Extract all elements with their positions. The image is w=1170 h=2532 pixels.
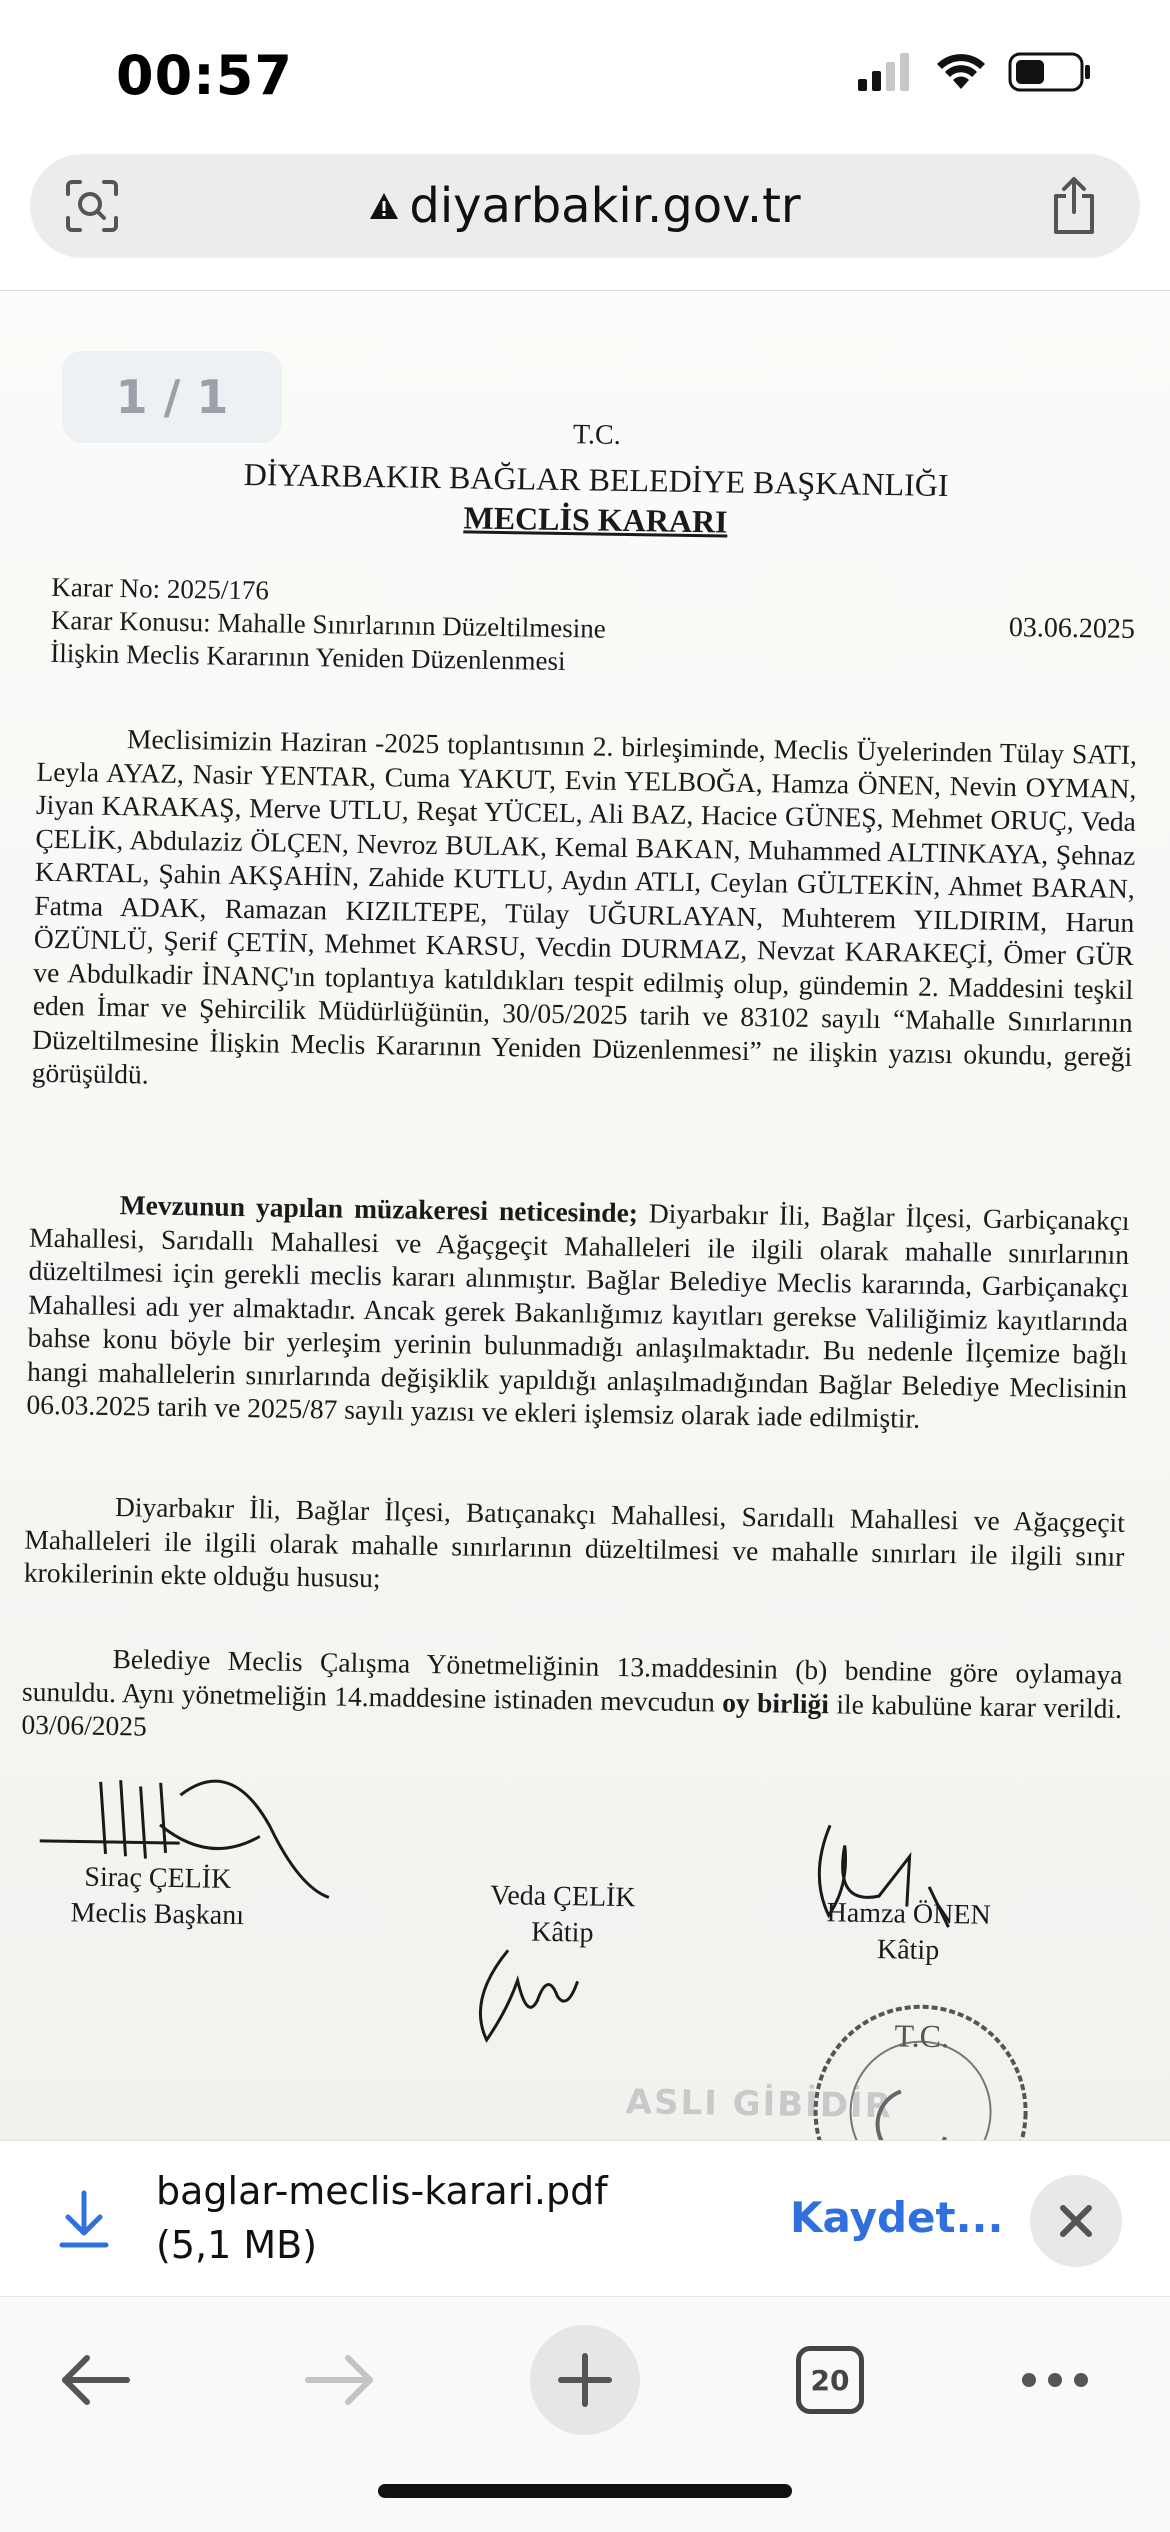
signatory-right-title: Kâtip — [876, 1934, 940, 1967]
decision-subject-line1: Karar Konusu: Mahalle Sınırlarının Düzeltilmesine — [50, 604, 606, 644]
doc-meta — [50, 571, 771, 681]
tabs-button[interactable] — [775, 2325, 885, 2435]
decision-subject-line2: İlişkin Meclis Kararının Yeniden Düzenlenmesi — [50, 637, 566, 677]
certified-copy-stamp: ASLI GİBİDİR — [625, 2082, 894, 2127]
battery-icon — [1008, 52, 1092, 92]
url-display[interactable] — [30, 154, 1140, 258]
plus-icon — [557, 2352, 613, 2408]
share-icon[interactable] — [1044, 176, 1104, 236]
decision-date: 03.06.2025 — [1008, 611, 1136, 645]
paragraph-neighborhoods: Diyarbakır İli, Bağlar İlçesi, Batıçanakçı Mahallesi, Sarıdallı Mahallesi ve Ağaçgeçit Mahalleleri ile ilgili olarak mahalle sınırlarının düzeltilmesi ve mahalle sınırları ile ilgili sınır krokilerinin ekte olduğu hususu; — [23, 1491, 1126, 1594]
address-bar[interactable] — [30, 154, 1140, 258]
pdf-viewer[interactable] — [0, 290, 1170, 2140]
back-arrow-icon — [59, 2352, 131, 2408]
signatory-left-name: Siraç ÇELİK — [84, 1861, 232, 1895]
paragraph-deliberation — [26, 1187, 1130, 1439]
document-page — [0, 291, 1170, 2140]
seal-text: T.C. — [894, 2017, 950, 2055]
signatory-left — [70, 1859, 245, 1934]
more-button[interactable] — [1000, 2325, 1110, 2435]
more-icon — [1019, 2370, 1091, 2390]
paragraph-deliberation-lead: Mevzunun yapılan müzakeresi neticesinde; — [119, 1189, 639, 1229]
signature-mid — [467, 1940, 589, 2052]
wifi-icon — [936, 53, 986, 91]
tabs-icon: 20 — [796, 2346, 864, 2414]
download-bar — [0, 2140, 1170, 2296]
signatory-right — [808, 1895, 1009, 1970]
forward-button[interactable] — [285, 2325, 395, 2435]
download-icon[interactable] — [56, 2187, 112, 2251]
decision-number: Karar No: 2025/176 — [51, 571, 270, 606]
document-content — [0, 290, 1170, 2140]
official-seal — [804, 1995, 1038, 2140]
download-file-size: (5,1 MB) — [156, 2223, 318, 2267]
paragraph-vote-bold: oy birliği — [722, 1686, 830, 1719]
signatory-right-name: Hamza ÖNEN — [826, 1897, 991, 1931]
paragraph-deliberation-body: Diyarbakır İli, Bağlar İlçesi, Garbiçanakçı Mahallesi, Sarıdallı Mahallesi ve Ağaçgeçit Mahalleleri ile ilgili olarak mahalle sınırlarının düzeltilmesi için gerekli meclis kararı alınmıştır. Bağlar Belediye Meclis kararında, Garbiçanakçı Mahallesi adı yer almaktadır. Ancak gerek Bakanlığımız kayıtları gerekse Valiliğimiz kayıtlarında bahse konu böyle bir yerleşim yerinin bulunmadığı anlaşılmaktadır. Bu nedenle İlçemize bağlı hangi mahallelerin sınırlarında değişiklik yapıldığı anlaşılmadığından Bağlar Belediye Meclisinin 06.03.2025 tarih ve 2025/87 sayılı yazısı ve ekleri işlemsiz olarak iade edilmiştir. — [26, 1197, 1130, 1434]
url-domain: diyarbakir.gov.tr — [409, 178, 801, 234]
forward-arrow-icon — [304, 2352, 376, 2408]
signal-icon — [858, 53, 914, 91]
status-bar — [0, 0, 1170, 150]
page-indicator: 1 / 1 — [62, 351, 282, 443]
download-file-name: baglar-meclis-karari.pdf — [156, 2169, 608, 2213]
close-download-button[interactable] — [1030, 2175, 1122, 2267]
back-button[interactable] — [40, 2325, 150, 2435]
warning-icon — [369, 192, 399, 220]
save-button[interactable]: Kaydet... — [790, 2193, 1004, 2242]
signatory-mid-title: Kâtip — [531, 1916, 594, 1949]
paragraph-vote-part1: Belediye Meclis Çalışma Yönetmeliğinin 13.maddesinin (b) bendine göre oylamaya sunuldu. Aynı yönetmeliğin 14.maddesine istinaden mevcudun — [21, 1643, 1123, 1718]
new-tab-button[interactable] — [530, 2325, 640, 2435]
paragraph-attendance: Meclisimizin Haziran -2025 toplantısının 2. birleşiminde, Meclis Üyelerinden Tülay SATI, Leyla AYAZ, Nasir YENTAR, Cuma YAKUT, Evin YELBOĞA, Hamza ÖNEN, Nevin OYMAN, Jiyan KARAKAŞ, Merve UTLU, Reşat YÜCEL, Ali BAZ, Hacice GÜNEŞ, Mehmet ORUÇ, Veda ÇELİK, Abdulaziz ÖLÇEN, Nevroz BULAK, Kemal BAKAN, Muhammed ALTINKAYA, Şehnaz KARTAL, Şahin AKŞAHİN, Zahide KUTLU, Aydın ATLI, Ceylan GÜLTEKİN, Ahmet BARAN, Fatma ADAK, Ramazan KIZILTEPE, Tülay UĞURLAYAN, Muhterem YILDIRIM, Harun ÖZÜNLÜ, Şerif ÇETİN, Mehmet KARSU, Vecdin DURMAZ, Nevzat KARAKEÇİ, Ömer GÜR ve Abdulkadir İNANÇ'ın toplantıya katıldıkları tespit edilmiş olup, gündemin 2. Maddesini teşkil eden İmar ve Şehircilik Müdürlüğünün, 30/05/2025 tarih ve 83102 sayılı “Mahalle Sınırlarının Düzeltilmesine İlişkin Meclis Kararının Yeniden Düzenlenmesi” ne ilişkin yazısı okundu, gereği görüşüldü. — [31, 723, 1138, 1090]
status-icons — [858, 52, 1092, 92]
status-time: 00:57 — [116, 44, 293, 107]
doc-header-tc: T.C. — [572, 419, 621, 451]
signatory-left-title: Meclis Başkanı — [70, 1897, 245, 1932]
paragraph-vote — [21, 1641, 1122, 1759]
doc-header-institution: DİYARBAKIR BAĞLAR BELEDİYE BAŞKANLIĞI — [243, 455, 949, 504]
paragraph-vote-part2: ile kabulüne karar verildi. 03/06/2025 — [21, 1687, 1123, 1742]
home-indicator[interactable] — [378, 2484, 792, 2498]
doc-header-subtitle: MECLİS KARARI — [463, 499, 728, 540]
close-icon — [1058, 2203, 1094, 2239]
signatory-mid-name: Veda ÇELİK — [489, 1879, 636, 1914]
